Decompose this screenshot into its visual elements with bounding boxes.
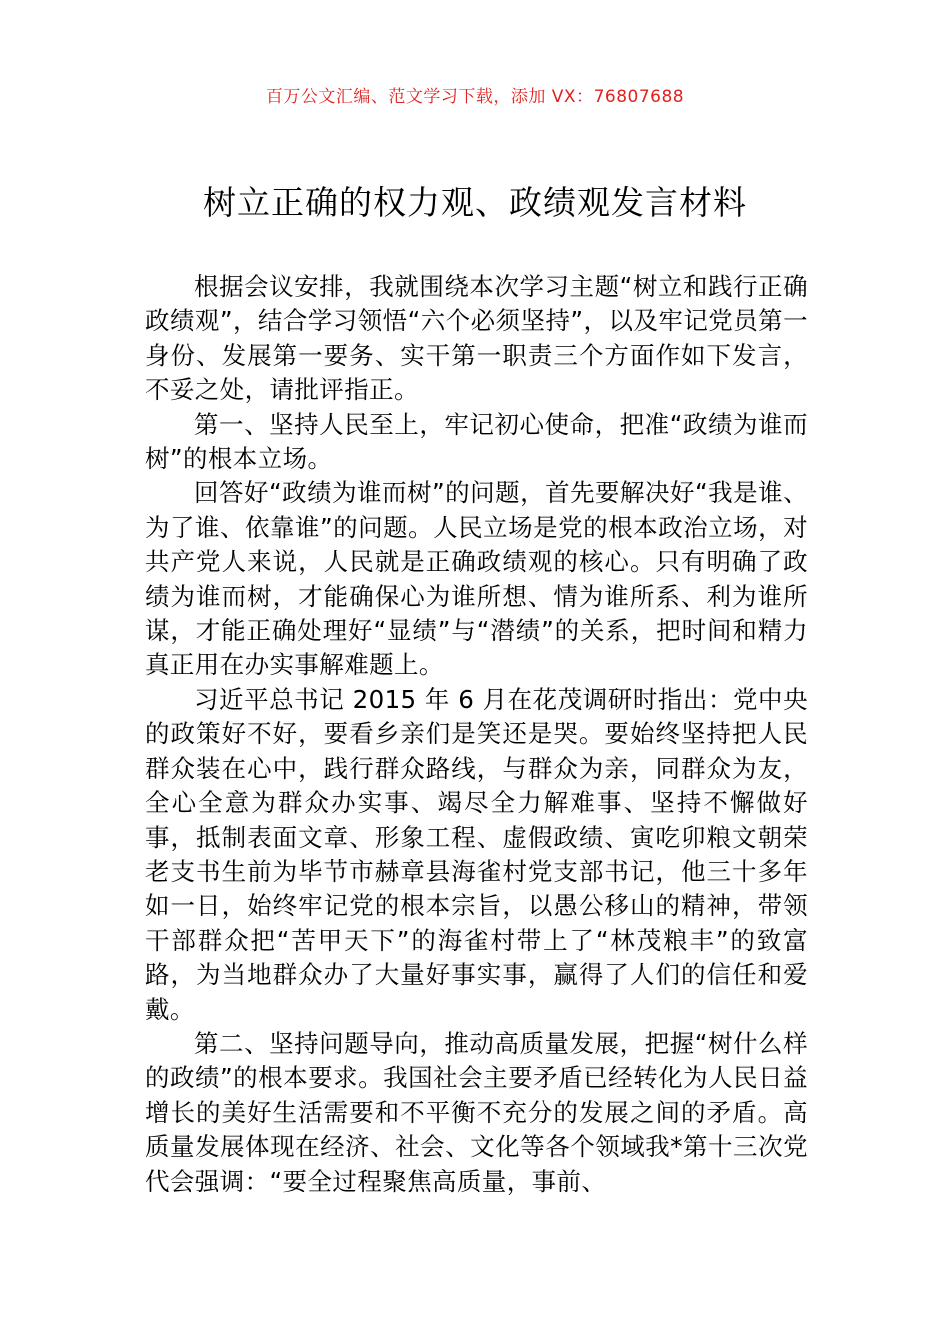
document-title: 树立正确的权力观、政绩观发言材料 — [203, 183, 747, 222]
body-paragraph: 习近平总书记 2015 年 6 月在花茂调研时指出：党中央的政策好不好，要看乡亲们是笑还是哭。要始终坚持把人民群众装在心中，践行群众路线，与群众为亲，同群众为友，全心全意为群众办实事、竭尽全力解难事、坚持不懈做好事，抵制表面文章、形象工程、虚假政绩、寅吃卯粮文朝荣老支书生前为毕节市赫章县海雀村党支部书记，他三十多年如一日，始终牢记党的根本宗旨，以愚公移山的精神，带领干部群众把“苦甲天下”的海雀村带上了“林茂粮丰”的致富路，为当地群众办了大量好事实事，赢得了人们的信任和爱戴。 — [145, 684, 808, 1024]
document-body — [145, 270, 808, 1199]
intro-paragraph: 根据会议安排，我就围绕本次学习主题“树立和践行正确政绩观”，结合学习领悟“六个必须坚持”，以及牢记党员第一身份、发展第一要务、实干第一职责三个方面作如下发言，不妥之处，请批评指正。 — [145, 272, 808, 405]
section-heading-1: 第一、坚持人民至上，牢记初心使命，把准“政绩为谁而树”的根本立场。 — [145, 409, 808, 474]
section-heading-2: 第二、坚持问题导向，推动高质量发展，把握“树什么样的政绩”的根本要求。我国社会主要矛盾已经转化为人民日益增长的美好生活需要和不平衡不充分的发展之间的矛盾。高质量发展体现在经济、社会、文化等各个领域我*第十三次党代会强调：“要全过程聚焦高质量，事前、 — [145, 1028, 808, 1196]
body-paragraph: 回答好“政绩为谁而树”的问题，首先要解决好“我是谁、为了谁、依靠谁”的问题。人民立场是党的根本政治立场，对共产党人来说，人民就是正确政绩观的核心。只有明确了政绩为谁而树，才能确保心为谁所想、情为谁所系、利为谁所谋，才能正确处理好“显绩”与“潜绩”的关系，把时间和精力真正用在办实事解难题上。 — [145, 478, 808, 680]
header-banner: 百万公文汇编、范文学习下载，添加 VX：76807688 — [265, 87, 685, 107]
